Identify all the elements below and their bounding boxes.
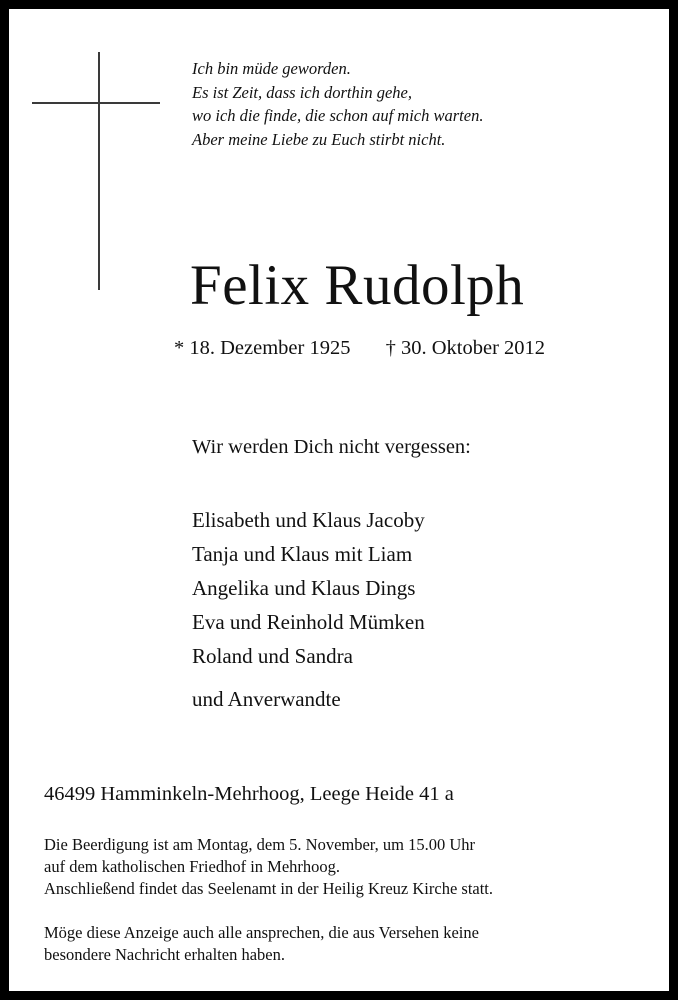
mourners-intro: Wir werden Dich nicht vergessen: — [192, 436, 471, 458]
funeral-line: auf dem katholischen Friedhof in Mehrhoog. — [44, 857, 341, 876]
deceased-name: Felix Rudolph — [190, 254, 525, 317]
relatives-line: und Anverwandte — [192, 687, 341, 711]
death-date: † 30. Oktober 2012 — [385, 337, 546, 359]
address: 46499 Hamminkeln-Mehrhoog, Leege Heide 41 a — [44, 783, 454, 805]
notice-line: Möge diese Anzeige auch alle ansprechen, die aus Versehen keine — [44, 923, 479, 942]
mourners-list — [192, 503, 425, 673]
notice-line: besondere Nachricht erhalten haben. — [44, 945, 285, 964]
mourner-item: Elisabeth und Klaus Jacoby — [192, 508, 425, 532]
life-dates — [174, 335, 545, 361]
cross-horizontal-bar — [32, 102, 160, 104]
poem — [192, 57, 483, 151]
poem-line: Ich bin müde geworden. — [192, 59, 351, 78]
funeral-line: Die Beerdigung ist am Montag, dem 5. November, um 15.00 Uhr — [44, 835, 476, 854]
poem-line: Es ist Zeit, dass ich dorthin gehe, — [192, 82, 412, 102]
mourner-item: Tanja und Klaus mit Liam — [192, 542, 413, 566]
mourner-item: Roland und Sandra — [192, 644, 353, 668]
funeral-line: Anschließend findet das Seelenamt in der Heilig Kreuz Kirche statt. — [44, 879, 494, 898]
funeral-info — [44, 834, 493, 900]
mourner-item: Eva und Reinhold Mümken — [192, 610, 425, 634]
mourner-item: Angelika und Klaus Dings — [192, 576, 416, 600]
notice-text — [44, 922, 479, 966]
poem-line: wo ich die finde, die schon auf mich warten. — [192, 106, 484, 125]
poem-line: Aber meine Liebe zu Euch stirbt nicht. — [192, 129, 446, 149]
cross-vertical-bar — [98, 52, 100, 290]
birth-date: * 18. Dezember 1925 — [174, 337, 351, 359]
